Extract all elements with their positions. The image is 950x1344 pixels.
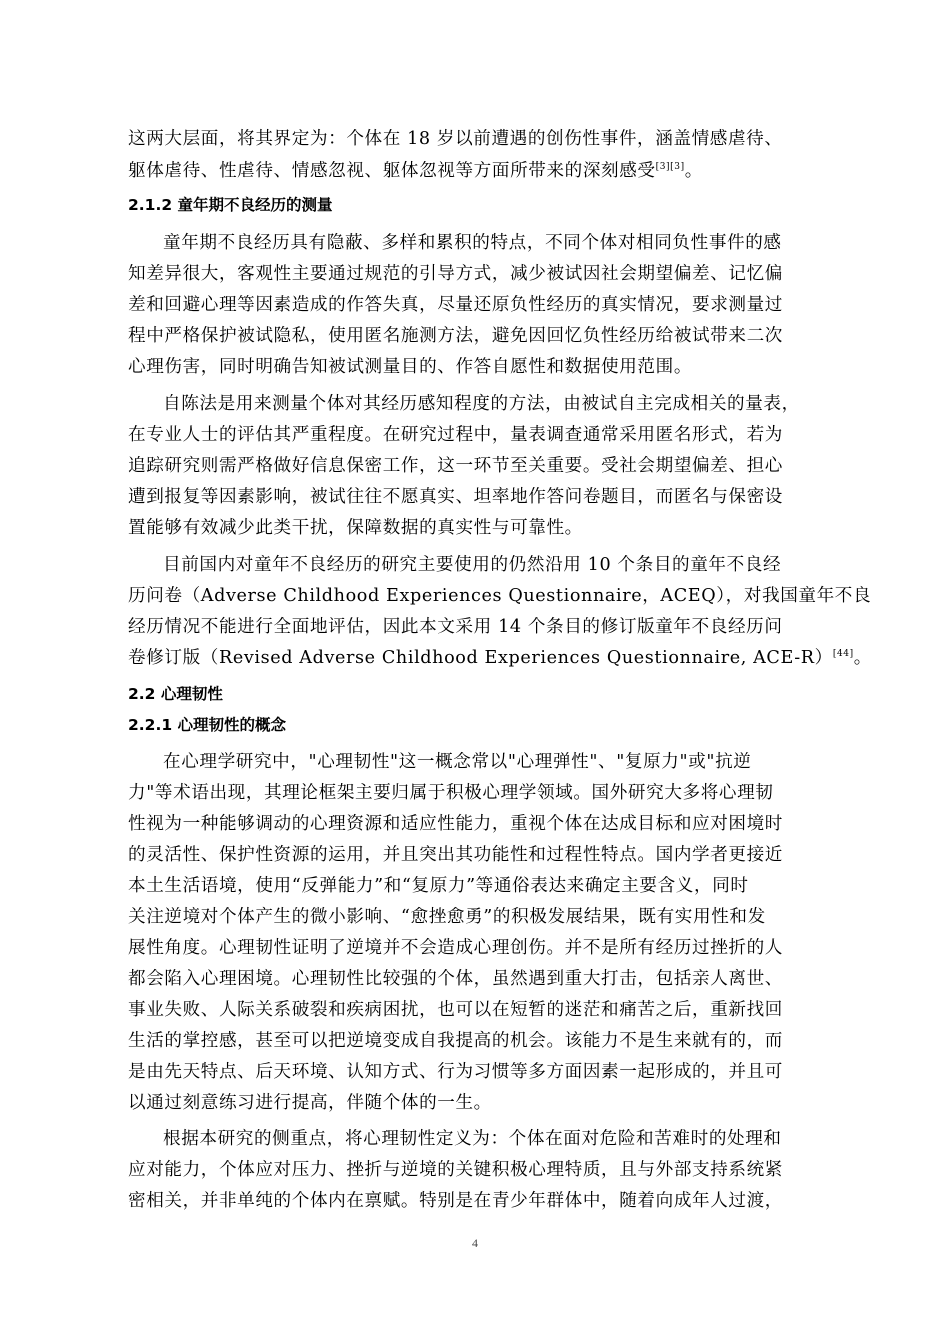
text-line [128, 516, 583, 540]
text-line [128, 1158, 783, 1182]
text-line [128, 936, 783, 960]
text-line [128, 1091, 492, 1115]
citation-ref: [3][3] [655, 162, 685, 172]
line-text: 都会陷入心理困境。心理韧性比较强的个体，虽然遇到重大打击，包括亲人离世、 [128, 969, 783, 989]
line-text: 2.2 心理韧性 [128, 685, 223, 703]
line-text: 历问卷（Adverse Childhood Experiences Questionnaire，ACEQ），对我国童年不良 [128, 586, 872, 606]
line-text: 2.1.2 童年期不良经历的测量 [128, 196, 333, 214]
text-line [128, 812, 783, 836]
text-line [128, 967, 783, 991]
line-text: 的灵活性、保护性资源的运用，并且突出其功能性和过程性特点。国内学者更接近 [128, 845, 783, 865]
text-line [163, 750, 751, 774]
text-line [128, 454, 783, 478]
text-line [128, 127, 783, 151]
section-heading [128, 714, 286, 736]
citation-ref: [44] [832, 649, 854, 659]
line-tail: 。 [684, 161, 703, 181]
text-line [128, 159, 703, 183]
text-line [128, 874, 749, 898]
line-text: 追踪研究则需严格做好信息保密工作，这一环节至关重要。受社会期望偏差、担心 [128, 456, 783, 476]
line-text: 力"等术语出现，其理论框架主要归属于积极心理学领域。国外研究大多将心理韧 [128, 783, 774, 803]
line-text: 自陈法是用来测量个体对其经历感知程度的方法，由被试自主完成相关的量表， [163, 394, 800, 414]
text-line [128, 293, 783, 317]
line-text: 差和回避心理等因素造成的作答失真，尽量还原负性经历的真实情况，要求测量过 [128, 295, 783, 315]
line-text: 置能够有效减少此类干扰，保障数据的真实性与可靠性。 [128, 518, 583, 538]
line-text: 在专业人士的评估其严重程度。在研究过程中，量表调查通常采用匿名形式，若为 [128, 425, 783, 445]
section-heading [128, 194, 333, 216]
line-text: 目前国内对童年不良经历的研究主要使用的仍然沿用 10 个条目的童年不良经 [163, 555, 782, 575]
text-line [128, 843, 783, 867]
line-text: 应对能力，个体应对压力、挫折与逆境的关键积极心理特质，且与外部支持系统紧 [128, 1160, 783, 1180]
line-text: 关注逆境对个体产生的微小影响、“愈挫愈勇”的积极发展结果，既有实用性和发 [128, 907, 766, 927]
text-line [128, 1189, 783, 1213]
line-tail: 。 [853, 648, 872, 668]
line-text: 生活的掌控感，甚至可以把逆境变成自我提高的机会。该能力不是生来就有的，而 [128, 1031, 783, 1051]
text-line [128, 1029, 783, 1053]
line-text: 知差异很大，客观性主要通过规范的引导方式，减少被试因社会期望偏差、记忆偏 [128, 264, 783, 284]
line-text: 本土生活语境，使用“反弹能力”和“复原力”等通俗表达来确定主要含义，同时 [128, 876, 749, 896]
text-line [128, 324, 783, 348]
line-text: 心理伤害，同时明确告知被试测量目的、作答自愿性和数据使用范围。 [128, 357, 693, 377]
text-line [163, 553, 781, 577]
line-text: 展性角度。心理韧性证明了逆境并不会造成心理创伤。并不是所有经历过挫折的人 [128, 938, 783, 958]
text-line [128, 423, 783, 447]
text-line [128, 1060, 783, 1084]
line-text: 童年期不良经历具有隐蔽、多样和累积的特点，不同个体对相同负性事件的感 [163, 233, 782, 253]
text-line [128, 355, 692, 379]
line-text: 根据本研究的侧重点，将心理韧性定义为：个体在面对危险和苦难时的处理和 [163, 1129, 782, 1149]
text-line [163, 1127, 782, 1151]
text-line [128, 781, 773, 805]
line-text: 躯体虐待、性虐待、情感忽视、躯体忽视等方面所带来的深刻感受 [128, 161, 656, 181]
text-line [128, 998, 783, 1022]
line-text: 性视为一种能够调动的心理资源和适应性能力，重视个体在达成目标和应对困境时 [128, 814, 783, 834]
line-text: 卷修订版（Revised Adverse Childhood Experiences Questionnaire, ACE-R） [128, 648, 833, 668]
line-text: 这两大层面，将其界定为：个体在 18 岁以前遭遇的创伤性事件，涵盖情感虐待、 [128, 129, 783, 149]
line-text: 经历情况不能进行全面地评估，因此本文采用 14 个条目的修订版童年不良经历问 [128, 617, 783, 637]
line-text: 事业失败、人际关系破裂和疾病困扰，也可以在短暂的迷茫和痛苦之后，重新找回 [128, 1000, 783, 1020]
text-line [128, 485, 783, 509]
line-text: 2.2.1 心理韧性的概念 [128, 716, 287, 734]
text-line [128, 584, 871, 608]
section-heading [128, 683, 223, 705]
line-text: 遭到报复等因素影响，被试往往不愿真实、坦率地作答问卷题目，而匿名与保密设 [128, 487, 783, 507]
text-line [163, 392, 800, 416]
text-line [128, 262, 783, 286]
page-number: 4 [472, 1236, 478, 1250]
line-text: 程中严格保护被试隐私，使用匿名施测方法，避免因回忆负性经历给被试带来二次 [128, 326, 783, 346]
line-text: 以通过刻意练习进行提高，伴随个体的一生。 [128, 1093, 492, 1113]
line-text: 是由先天特点、后天环境、认知方式、行为习惯等多方面因素一起形成的，并且可 [128, 1062, 783, 1082]
text-line [128, 646, 872, 670]
text-line [128, 615, 783, 639]
line-text: 在心理学研究中，"心理韧性"这一概念常以"心理弹性"、"复原力"或"抗逆 [163, 752, 752, 772]
text-line [163, 231, 782, 255]
text-line [128, 905, 766, 929]
line-text: 密相关，并非单纯的个体内在禀赋。特别是在青少年群体中，随着向成年人过渡， [128, 1191, 783, 1211]
